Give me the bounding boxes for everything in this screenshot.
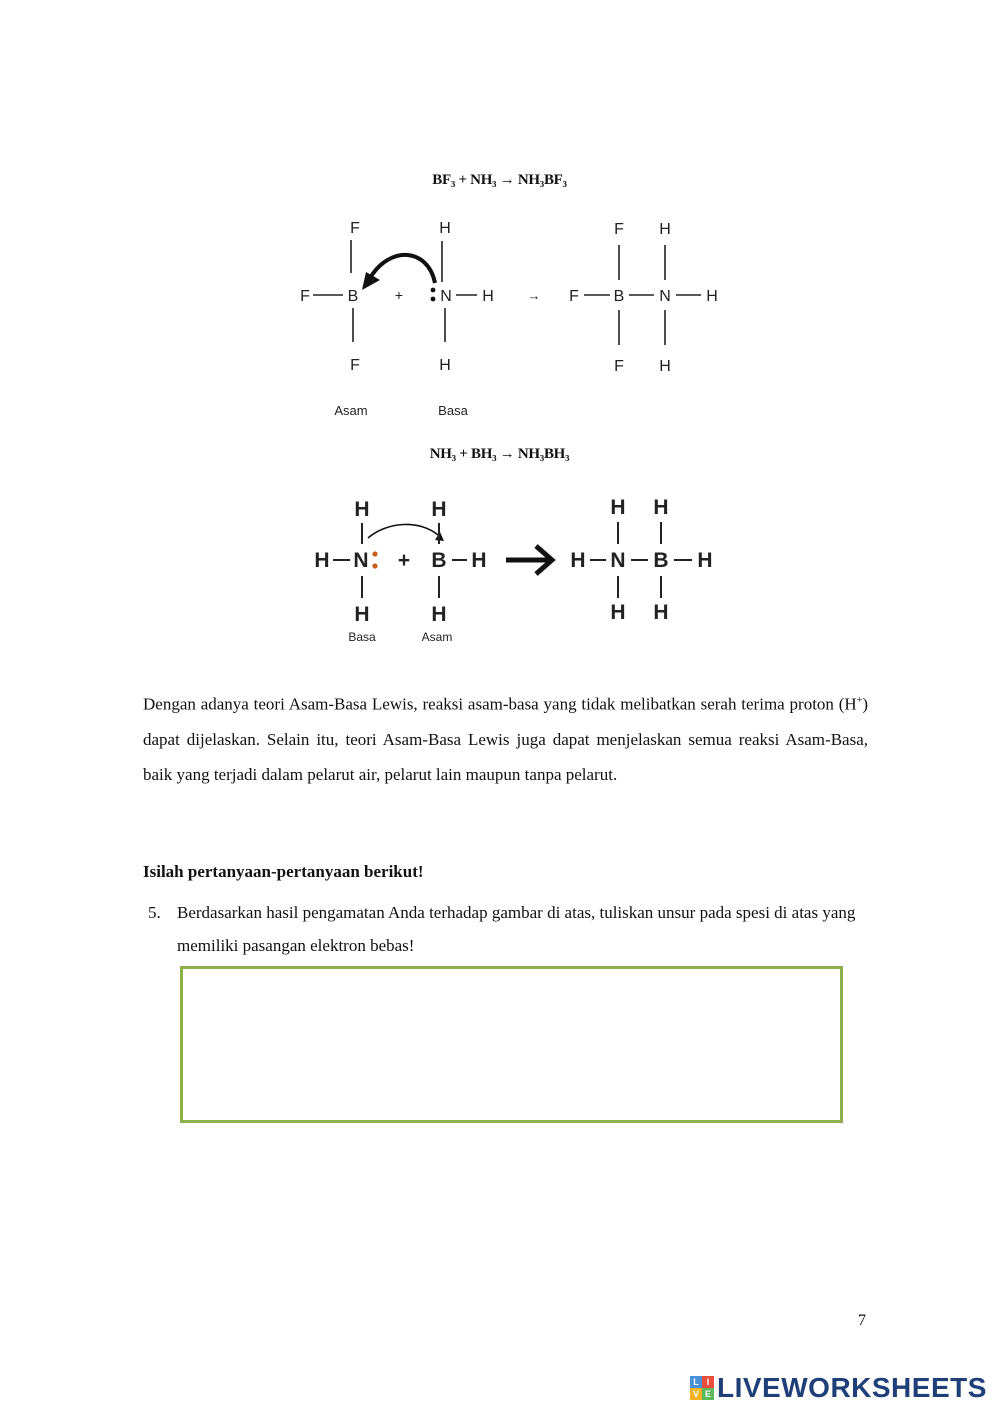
paragraph-text-2: ) dapat dijelaskan. Selain itu, teori Asam-Basa Lewis juga dapat menjelaskan semua reaksi Asam-Basa, baik yang terjadi dalam pelarut air, pelarut lain maupun tanpa pelarut. [143, 694, 868, 784]
lone-pair-dot [431, 288, 436, 293]
atom-b: B [347, 288, 359, 305]
atom-h-bottom: H [431, 603, 447, 626]
atom-h-left: H [570, 549, 586, 572]
atom-h-bottom: H [659, 358, 671, 375]
brand-name: LIVEWORKSHEETS [717, 1372, 987, 1403]
equation-rhs: NH₃BF₃ [517, 172, 567, 188]
label-asam: Asam [334, 403, 368, 418]
atom-f-bottom: F [614, 358, 624, 375]
nh3-bh3-lewis-diagram [300, 488, 730, 653]
equation-arrow: → [499, 172, 515, 188]
proton-superscript: + [856, 695, 863, 706]
page-number: 7 [858, 1312, 866, 1329]
label-basa: Basa [348, 630, 376, 644]
lone-pair-dot [431, 297, 436, 302]
atom-b: B [431, 549, 447, 572]
equation-nh3-bh3 [0, 446, 999, 463]
label-asam: Asam [421, 630, 453, 644]
atom-f-left: F [569, 288, 579, 305]
liveworksheets-logo-icon [690, 1376, 714, 1400]
atom-h-bottom-b: H [653, 601, 669, 624]
nh3-molecule [314, 498, 377, 626]
atom-h-top-n: H [610, 496, 626, 519]
atom-f-left: F [300, 288, 310, 305]
atom-h-bottom: H [354, 603, 370, 626]
atom-h-top: H [659, 221, 671, 238]
atom-h-top: H [354, 498, 370, 521]
question-text: Berdasarkan hasil pengamatan Anda terhadap gambar di atas, tuliskan unsur pada spesi di atas yang memiliki pasangan elektron bebas! [177, 903, 856, 955]
equation-lhs: BF₃ + NH₃ [432, 172, 497, 188]
question-number: 5. [148, 903, 161, 922]
bh3-molecule [431, 498, 486, 626]
reaction-arrow: → [527, 288, 541, 303]
plus-sign: + [394, 287, 404, 303]
label-basa: Basa [438, 403, 468, 418]
lone-pair-dot [372, 551, 377, 556]
equation-rhs: NH₃BH₃ [517, 446, 570, 462]
atom-h-right: H [697, 549, 713, 572]
bf3-molecule [300, 220, 360, 374]
logo-letter: I [702, 1376, 714, 1388]
nh3bf3-molecule [569, 221, 718, 375]
paragraph-text-1: Dengan adanya teori Asam-Basa Lewis, reaksi asam-basa yang tidak melibatkan serah terima proton (H [143, 694, 857, 714]
atom-f-bottom: F [350, 357, 360, 374]
atom-n: N [440, 288, 452, 305]
atom-h-right: H [482, 288, 494, 305]
lone-pair-dot [372, 563, 377, 568]
logo-letter: L [690, 1376, 702, 1388]
equation-arrow: → [499, 446, 515, 462]
plus-sign: + [397, 549, 411, 572]
atom-n: N [610, 549, 626, 572]
atom-n: N [659, 288, 671, 305]
equation-lhs: NH₃ + BH₃ [429, 446, 497, 462]
liveworksheets-logo[interactable] [690, 1372, 987, 1404]
atom-h-left: H [314, 549, 330, 572]
logo-letter: V [690, 1388, 702, 1400]
bf3-nh3-lewis-diagram [280, 200, 740, 430]
atom-b: B [613, 288, 625, 305]
electron-transfer-arrow [368, 524, 438, 538]
logo-letter: E [702, 1388, 714, 1400]
questions-heading: Isilah pertanyaan-pertanyaan berikut! [143, 862, 424, 881]
atom-h-top: H [431, 498, 447, 521]
atom-n: N [353, 549, 369, 572]
atom-h-top-b: H [653, 496, 669, 519]
atom-h-bottom: H [439, 357, 451, 374]
atom-f-top: F [350, 220, 360, 237]
atom-b: B [653, 549, 669, 572]
atom-h-top: H [439, 220, 451, 237]
nh3bh3-molecule [570, 496, 712, 624]
answer-input-box[interactable] [180, 966, 843, 1123]
equation-bf3-nh3 [0, 172, 999, 189]
atom-h-bottom-n: H [610, 601, 626, 624]
atom-h-right: H [471, 549, 487, 572]
lewis-theory-paragraph [143, 683, 868, 792]
atom-f-top: F [614, 221, 624, 238]
electron-transfer-arrow [370, 255, 435, 283]
nh3-molecule [431, 220, 494, 374]
atom-h-right: H [706, 288, 718, 305]
